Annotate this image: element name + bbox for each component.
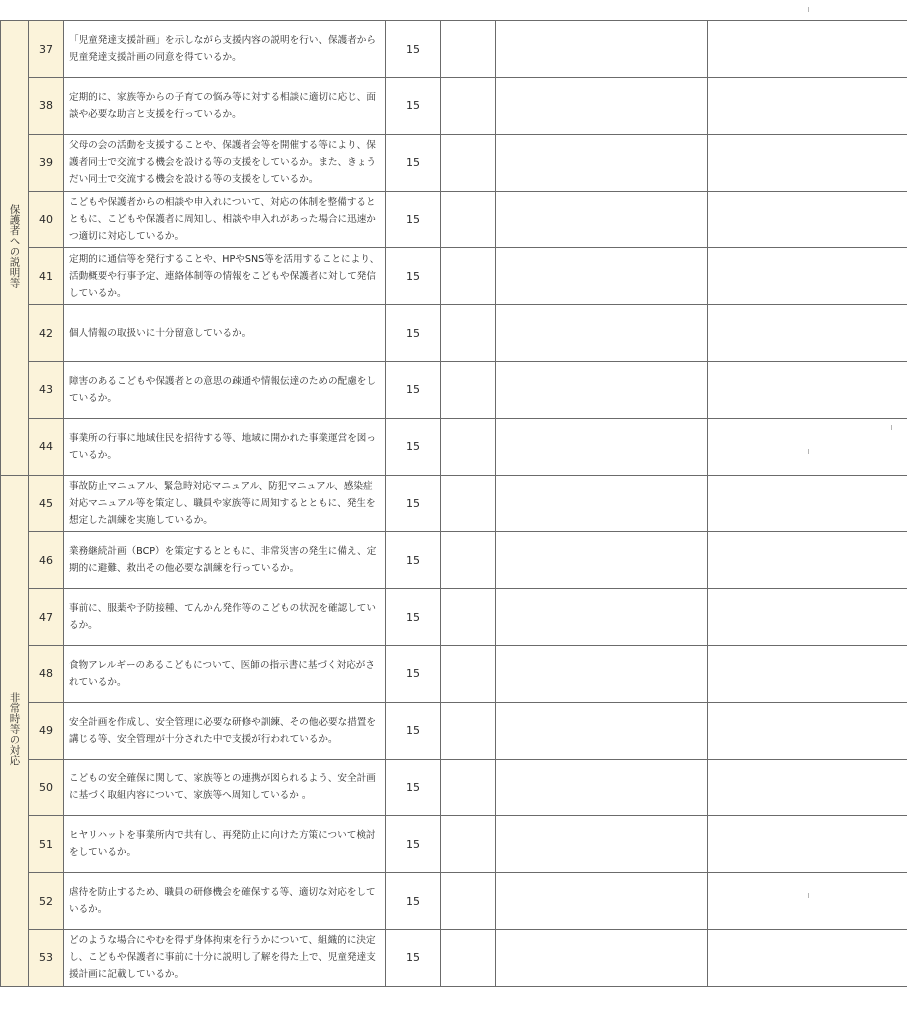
respondent-count: 15 [386,248,441,305]
blank-cell [496,759,708,816]
blank-cell [496,929,708,986]
item-number: 46 [29,532,64,589]
respondent-count: 15 [386,645,441,702]
evaluation-table-body [1,21,907,987]
blank-cell [496,645,708,702]
blank-cell [441,759,496,816]
blank-cell [441,21,496,78]
table-row [1,248,907,305]
blank-cell [708,305,907,362]
respondent-count: 15 [386,305,441,362]
blank-cell [441,873,496,930]
blank-cell [496,21,708,78]
blank-cell [441,191,496,248]
blank-cell [496,702,708,759]
blank-cell [708,702,907,759]
blank-cell [708,532,907,589]
blank-cell [441,78,496,135]
table-row [1,418,907,475]
item-number: 53 [29,929,64,986]
item-text: 業務継続計画（BCP）を策定するとともに、非常災害の発生に備え、定期的に避難、救出その他必要な訓練を行っているか。 [64,532,386,589]
respondent-count: 15 [386,134,441,191]
item-number: 42 [29,305,64,362]
blank-cell [708,873,907,930]
respondent-count: 15 [386,21,441,78]
item-text: ヒヤリハットを事業所内で共有し、再発防止に向けた方策について検討をしているか。 [64,816,386,873]
blank-cell [496,532,708,589]
item-text: 事前に、服薬や予防接種、てんかん発作等のこどもの状況を確認しているか。 [64,589,386,646]
item-number: 41 [29,248,64,305]
table-row [1,475,907,532]
blank-cell [708,759,907,816]
blank-cell [441,816,496,873]
table-row [1,702,907,759]
item-number: 52 [29,873,64,930]
blank-cell [441,248,496,305]
item-text: 個人情報の取扱いに十分留意しているか。 [64,305,386,362]
evaluation-table [0,20,907,987]
respondent-count: 15 [386,759,441,816]
item-number: 50 [29,759,64,816]
respondent-count: 15 [386,589,441,646]
item-number: 44 [29,418,64,475]
blank-cell [441,645,496,702]
blank-cell [496,305,708,362]
blank-cell [496,589,708,646]
scan-mark [808,7,809,12]
table-row [1,78,907,135]
blank-cell [496,361,708,418]
blank-cell [708,816,907,873]
respondent-count: 15 [386,816,441,873]
item-number: 49 [29,702,64,759]
blank-cell [708,21,907,78]
respondent-count: 15 [386,929,441,986]
blank-cell [441,475,496,532]
table-row [1,645,907,702]
blank-cell [708,589,907,646]
blank-cell [708,78,907,135]
item-text: どのような場合にやむを得ず身体拘束を行うかについて、組織的に決定し、こどもや保護者に事前に十分に説明し了解を得た上で、児童発達支援計画に記載しているか。 [64,929,386,986]
respondent-count: 15 [386,873,441,930]
blank-cell [441,418,496,475]
category-cell [1,475,29,986]
table-row [1,929,907,986]
table-row [1,532,907,589]
table-row [1,305,907,362]
item-text: 事業所の行事に地域住民を招待する等、地域に開かれた事業運営を図っているか。 [64,418,386,475]
evaluation-table-sheet [0,20,907,1002]
item-text: 「児童発達支援計画」を示しながら支援内容の説明を行い、保護者から児童発達支援計画の同意を得ているか。 [64,21,386,78]
blank-cell [441,361,496,418]
item-text: 食物アレルギーのあるこどもについて、医師の指示書に基づく対応がされているか。 [64,645,386,702]
respondent-count: 15 [386,361,441,418]
item-number: 51 [29,816,64,873]
item-number: 38 [29,78,64,135]
blank-cell [496,134,708,191]
blank-cell [496,816,708,873]
item-text: 定期的に通信等を発行することや、HPやSNS等を活用することにより、活動概要や行事予定、連絡体制等の情報をこどもや保護者に対して発信しているか。 [64,248,386,305]
blank-cell [708,418,907,475]
blank-cell [441,305,496,362]
respondent-count: 15 [386,78,441,135]
item-number: 39 [29,134,64,191]
respondent-count: 15 [386,191,441,248]
blank-cell [496,873,708,930]
item-number: 40 [29,191,64,248]
blank-cell [708,134,907,191]
blank-cell [496,418,708,475]
item-text: こどもの安全確保に関して、家族等との連携が図られるよう、安全計画に基づく取組内容について、家族等へ周知しているか 。 [64,759,386,816]
blank-cell [708,929,907,986]
table-row [1,873,907,930]
blank-cell [708,645,907,702]
item-text: 定期的に、家族等からの子育ての悩み等に対する相談に適切に応じ、面談や必要な助言と支援を行っているか。 [64,78,386,135]
blank-cell [496,248,708,305]
blank-cell [708,191,907,248]
item-text: 安全計画を作成し、安全管理に必要な研修や訓練、その他必要な措置を講じる等、安全管理が十分された中で支援が行われているか。 [64,702,386,759]
item-number: 45 [29,475,64,532]
blank-cell [708,475,907,532]
item-text: 父母の会の活動を支援することや、保護者会等を開催する等により、保護者同士で交流する機会を設ける等の支援をしているか。また、きょうだい同士で交流する機会を設ける等の支援をしているか。 [64,134,386,191]
item-text: 虐待を防止するため、職員の研修機会を確保する等、適切な対応をしているか。 [64,873,386,930]
respondent-count: 15 [386,702,441,759]
blank-cell [441,929,496,986]
blank-cell [496,475,708,532]
table-row [1,134,907,191]
blank-cell [496,78,708,135]
item-number: 37 [29,21,64,78]
blank-cell [441,589,496,646]
table-row [1,191,907,248]
item-number: 47 [29,589,64,646]
respondent-count: 15 [386,418,441,475]
respondent-count: 15 [386,475,441,532]
category-label: 保護者への説明等 [8,203,21,288]
respondent-count: 15 [386,532,441,589]
blank-cell [441,532,496,589]
blank-cell [441,702,496,759]
table-row [1,21,907,78]
item-number: 43 [29,361,64,418]
table-row [1,361,907,418]
category-label: 非常時等の対応 [8,691,21,766]
blank-cell [441,134,496,191]
table-row [1,816,907,873]
item-text: 障害のあるこどもや保護者との意思の疎通や情報伝達のための配慮をしているか。 [64,361,386,418]
item-text: こどもや保護者からの相談や申入れについて、対応の体制を整備するとともに、こどもや保護者に周知し、相談や申入れがあった場合に迅速かつ適切に対応しているか。 [64,191,386,248]
table-row [1,589,907,646]
blank-cell [708,361,907,418]
blank-cell [708,248,907,305]
blank-cell [496,191,708,248]
item-text: 事故防止マニュアル、緊急時対応マニュアル、防犯マニュアル、感染症対応マニュアル等を策定し、職員や家族等に周知するとともに、発生を想定した訓練を実施しているか。 [64,475,386,532]
category-cell [1,21,29,476]
item-number: 48 [29,645,64,702]
table-row [1,759,907,816]
